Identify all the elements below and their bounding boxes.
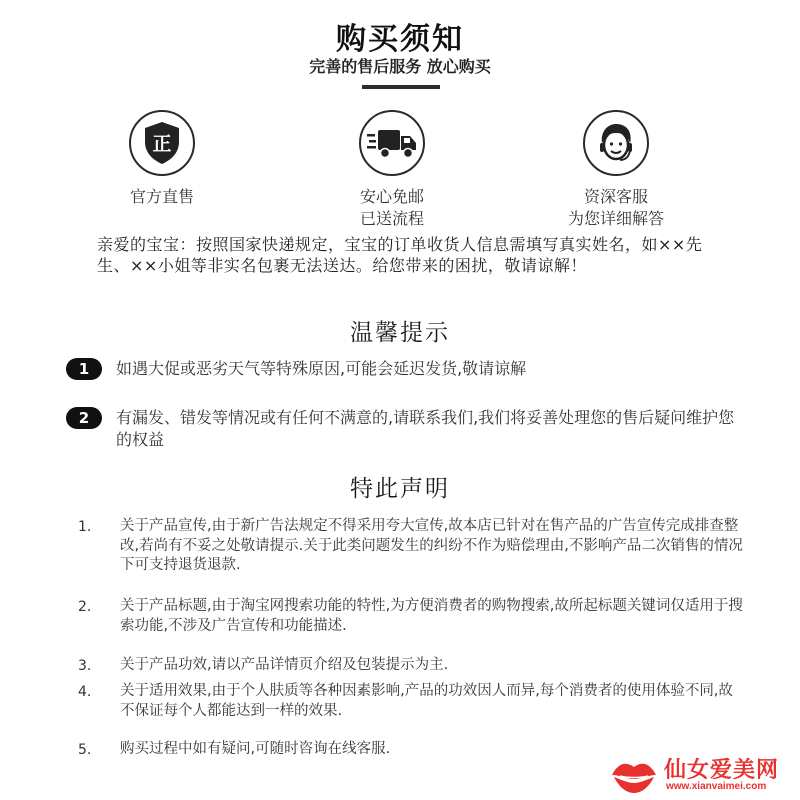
feature-official xyxy=(52,110,272,208)
tip-item-1 xyxy=(66,358,766,380)
feature-label: 官方直售 xyxy=(129,187,194,206)
feature-label: 资深客服 为您详细解答 xyxy=(567,187,664,228)
declaration-text: 关于适用效果,由于个人肤质等各种因素影响,产品的功效因人而异,每个消费者的使用体验不同,故不保证每个人都能达到一样的效果. xyxy=(120,683,733,719)
shield-glyph: 正 xyxy=(152,133,172,155)
page-subtitle: 完善的售后服务 放心购买 xyxy=(309,57,491,76)
shield-icon xyxy=(129,110,195,176)
watermark-logo xyxy=(606,753,796,797)
title-underline xyxy=(362,85,440,89)
tips-section-title: 温馨提示 xyxy=(350,320,450,346)
watermark-brand: 仙女爱美网 xyxy=(664,758,780,783)
declaration-section-title: 特此声明 xyxy=(350,476,450,502)
declaration-number: 4. xyxy=(78,684,92,700)
declaration-text: 关于产品功效,请以产品详情页介绍及包装提示为主. xyxy=(120,657,449,673)
feature-label: 安心免邮 已送流程 xyxy=(359,187,424,228)
tip-text: 有漏发、错发等情况或有任何不满意的,请联系我们,我们将妥善处理您的售后疑问维护您的权益 xyxy=(116,408,735,449)
shipping-notice: 亲爱的宝宝：按照国家快递规定，宝宝的订单收货人信息需填写真实姓名，如××先生、××小姐等非实名包裹无法送达。给您带来的困扰，敬请谅解！ xyxy=(97,235,703,275)
customer-service-icon xyxy=(583,110,649,176)
declaration-number: 1. xyxy=(78,519,92,535)
page-title: 购买须知 xyxy=(336,22,464,57)
declaration-number: 2. xyxy=(78,599,92,615)
delivery-truck-icon xyxy=(359,110,425,176)
number-badge: 2 xyxy=(66,407,102,429)
declaration-number: 3. xyxy=(78,658,92,674)
declaration-item-4 xyxy=(78,682,758,721)
tip-item-2 xyxy=(66,407,746,451)
declaration-text: 购买过程中如有疑问,可随时咨询在线客服. xyxy=(120,741,391,757)
feature-shipping xyxy=(282,110,502,230)
declaration-text: 关于产品宣传,由于新广告法规定不得采用夸大宣传,故本店已针对在售产品的广告宣传完成排查整改,若尚有不妥之处敬请提示.关于此类问题发生的纠纷不作为赔偿理由,不影响产品二次销售的情况下可支持退货退款. xyxy=(120,518,743,573)
declaration-text: 关于产品标题,由于淘宝网搜索功能的特性,为方便消费者的购物搜索,故所起标题关键词仅适用于搜索功能,不涉及广告宣传和功能描述. xyxy=(120,598,743,634)
lips-logo-icon xyxy=(606,753,662,797)
declaration-item-3 xyxy=(78,656,758,676)
number-badge: 1 xyxy=(66,358,102,380)
declaration-item-2 xyxy=(78,597,758,636)
declaration-number: 5. xyxy=(78,742,92,758)
declaration-item-1 xyxy=(78,517,758,576)
tip-text: 如遇大促或恶劣天气等特殊原因,可能会延迟发货,敬请谅解 xyxy=(116,359,527,378)
feature-service xyxy=(506,110,726,230)
watermark-url: www.xianvaimei.com xyxy=(666,781,767,792)
